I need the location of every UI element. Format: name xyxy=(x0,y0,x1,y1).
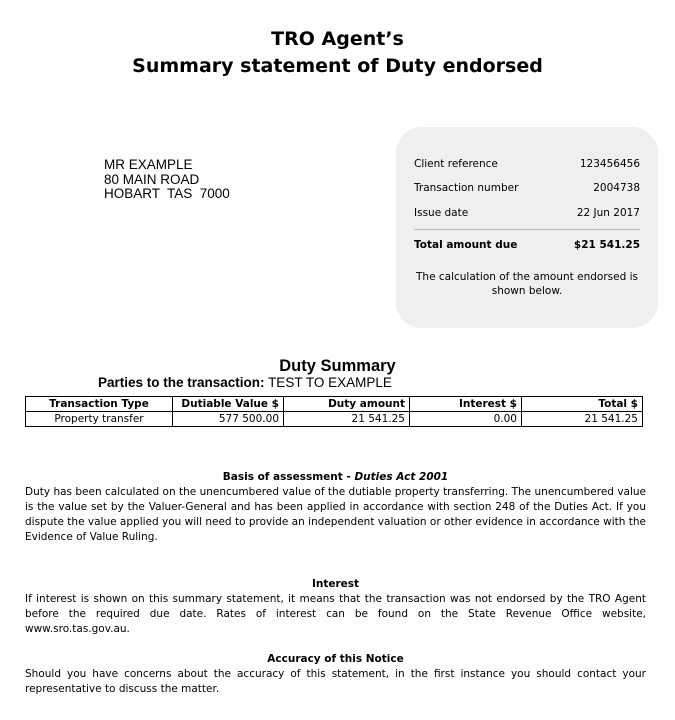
recipient-address xyxy=(104,158,230,202)
interest-body: If interest is shown on this summary statement, it means that the transaction was not endorsed by the TRO Agent before the required due date. Rates of interest can be found on the State Revenue Office website, www.sro.tas.gov.au. xyxy=(25,593,646,635)
accuracy-body: Should you have concerns about the accuracy of this statement, in the first instance you should contact your representative to discuss the matter. xyxy=(25,668,646,695)
basis-heading xyxy=(25,470,646,485)
transaction-number-label: Transaction number xyxy=(414,182,519,194)
accuracy-section xyxy=(25,652,646,697)
duty-summary-heading: Duty Summary xyxy=(279,357,396,375)
parties-value: TEST TO EXAMPLE xyxy=(268,375,392,390)
cell-transaction-type: Property transfer xyxy=(26,412,173,427)
accuracy-heading: Accuracy of this Notice xyxy=(267,653,404,665)
total-due-row xyxy=(414,239,640,255)
document-subtitle: Summary statement of Duty endorsed xyxy=(132,55,543,77)
total-due-label: Total amount due xyxy=(414,239,518,251)
address-street: 80 MAIN ROAD xyxy=(104,171,200,187)
issue-date-row xyxy=(414,207,640,223)
issue-date-label: Issue date xyxy=(414,207,469,219)
basis-body: Duty has been calculated on the unencumbered value of the dutiable property transferring. The unencumbered value is the value set by the Valuer-General and has been applied in accordance with section 248 of the Duties Act. If you dispute the value applied you will need to provide an independent valuation or other evidence in accordance with the Evidence of Value Ruling. xyxy=(25,486,646,543)
interest-section xyxy=(25,577,646,637)
transaction-number-row xyxy=(414,182,640,198)
cell-duty-amount: 21 541.25 xyxy=(284,412,410,427)
duty-table-header xyxy=(26,397,643,412)
table-row xyxy=(26,412,643,427)
col-header-transaction-type: Transaction Type xyxy=(26,397,173,412)
cell-total: 21 541.25 xyxy=(522,412,643,427)
client-reference-row xyxy=(414,158,640,174)
basis-section xyxy=(25,470,646,545)
col-header-total: Total $ xyxy=(522,397,643,412)
interest-heading: Interest xyxy=(311,578,360,590)
calculation-note: The calculation of the amount endorsed is shown below. xyxy=(416,271,638,297)
address-name: MR EXAMPLE xyxy=(104,157,193,172)
cell-dutiable-value: 577 500.00 xyxy=(173,412,284,427)
document-title: TRO Agent’s xyxy=(271,28,404,50)
parties-label: Parties to the transaction: xyxy=(98,375,265,390)
parties-line xyxy=(98,375,392,390)
transaction-number-value: 2004738 xyxy=(593,182,640,194)
issue-date-value: 22 Jun 2017 xyxy=(576,207,640,219)
basis-heading-act: Duties Act 2001 xyxy=(354,471,449,483)
duty-table xyxy=(25,396,643,427)
col-header-duty-amount: Duty amount xyxy=(284,397,410,412)
cell-interest: 0.00 xyxy=(410,412,522,427)
address-city: HOBART TAS 7000 xyxy=(104,186,230,201)
client-reference-label: Client reference xyxy=(414,158,498,170)
col-header-interest: Interest $ xyxy=(410,397,522,412)
total-due-value: $21 541.25 xyxy=(573,239,640,251)
client-reference-value: 123456456 xyxy=(579,158,640,170)
statement-summary-box xyxy=(396,127,658,328)
basis-heading-prefix: Basis of assessment - xyxy=(222,471,351,483)
col-header-dutiable-value: Dutiable Value $ xyxy=(173,397,284,412)
summary-divider xyxy=(414,229,640,230)
